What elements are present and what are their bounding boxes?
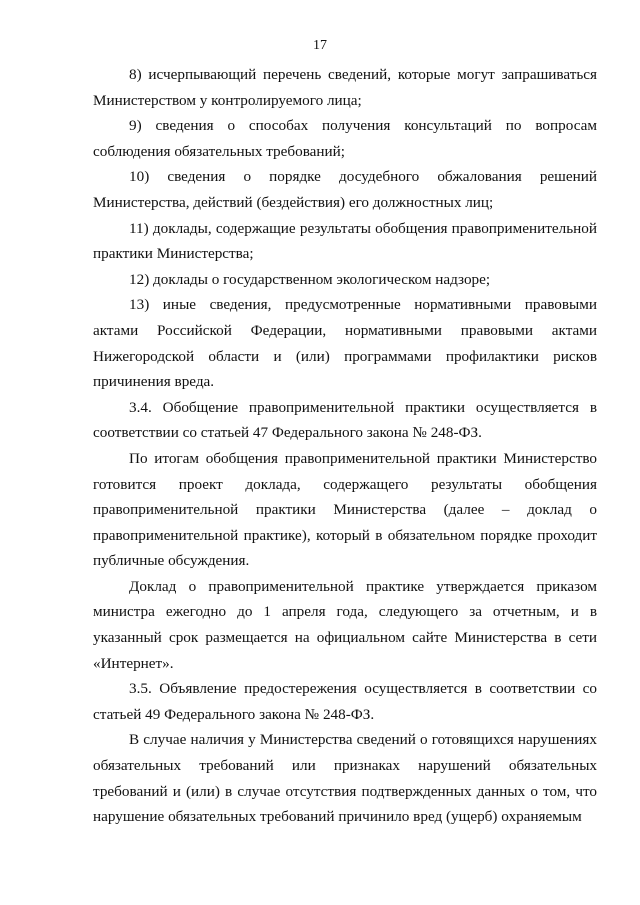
paragraph-item-13: 13) иные сведения, предусмотренные нормативными правовыми актами Российской Федерации, нормативными правовыми актами Нижегородской области и (или) программами профилактики рисков причинения вреда. <box>93 296 597 391</box>
paragraph-warning-conditions: В случае наличия у Министерства сведений о готовящихся нарушениях обязательных требований или признаках нарушений обязательных требований и (или) в случае отсутствия подтвержденных данных о том, что нарушение обязательных требований причинило вред (ущерб) охраняемым <box>93 731 597 826</box>
document-body <box>93 62 597 830</box>
paragraph-item-10: 10) сведения о порядке досудебного обжалования решений Министерства, действий (бездействия) его должностных лиц; <box>93 168 597 211</box>
paragraph-section-3-5: 3.5. Объявление предостережения осуществляется в соответствии со статьей 49 Федерального закона № 248-ФЗ. <box>93 680 597 723</box>
paragraph-report-approval: Доклад о правоприменительной практике утверждается приказом министра ежегодно до 1 апреля года, следующего за отчетным, и в указанный срок размещается на официальном сайте Министерства в сети «Интернет». <box>93 577 597 672</box>
paragraph-section-3-4: 3.4. Обобщение правоприменительной практики осуществляется в соответствии со статьей 47 Федерального закона № 248-ФЗ. <box>93 398 597 442</box>
paragraph-item-8: 8) исчерпывающий перечень сведений, которые могут запрашиваться Министерством у контролируемого лица; <box>93 66 597 109</box>
paragraph-item-9: 9) сведения о способах получения консультаций по вопросам соблюдения обязательных требований; <box>93 117 597 160</box>
page-number: 17 <box>313 38 327 53</box>
paragraph-report-preparation: По итогам обобщения правоприменительной практики Министерство готовится проект доклада, содержащего результаты обобщения правоприменительной практики Министерства (далее – доклад о правоприменительной практике), который в обязательном порядке проходит публичные обсуждения. <box>93 449 597 570</box>
paragraph-item-11: 11) доклады, содержащие результаты обобщения правоприменительной практики Министерства; <box>93 219 597 263</box>
paragraph-item-12: 12) доклады о государственном экологическом надзоре; <box>129 270 491 288</box>
